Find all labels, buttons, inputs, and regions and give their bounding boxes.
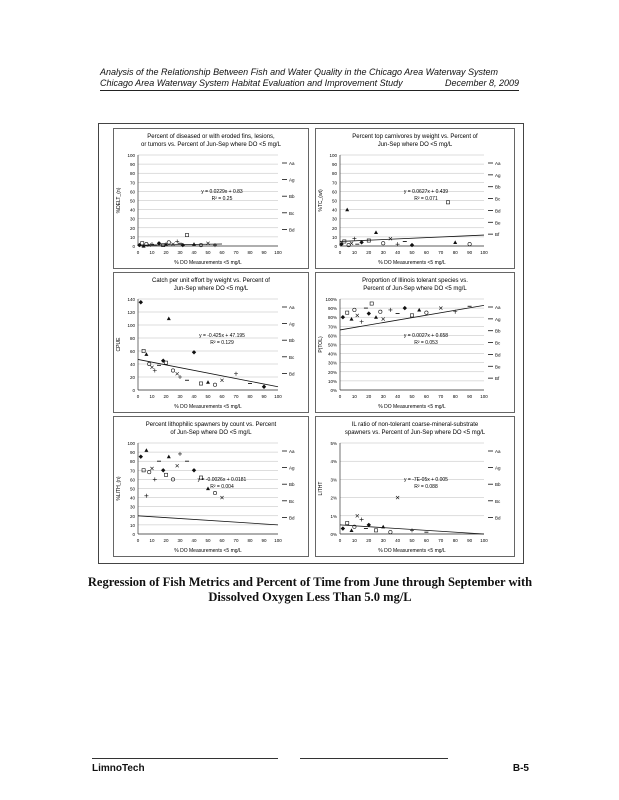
caption-line-2: Dissolved Oxygen Less Than 5.0 mg/L [208, 590, 412, 604]
legend-label: Ag [289, 321, 295, 327]
data-point [185, 233, 188, 236]
y-axis-label: LITHT [318, 481, 324, 496]
legend-label: Aa [289, 305, 295, 310]
legend-label: Bf [495, 376, 500, 382]
y-tick-label: 80 [129, 171, 135, 177]
y-tick-label: 3% [330, 477, 337, 483]
chart-title: Percent top carnivores by weight vs. Percent of [352, 134, 478, 140]
x-tick-label: 40 [395, 250, 401, 255]
data-point [446, 201, 449, 204]
y-tick-label: 50% [327, 342, 337, 348]
y-tick-label: 100% [325, 297, 337, 302]
data-point [192, 468, 196, 472]
data-point [192, 242, 196, 246]
legend-label: Aa [289, 449, 295, 454]
chart-svg [316, 273, 514, 412]
data-point [234, 372, 238, 376]
y-tick-label: 20 [129, 225, 135, 231]
x-axis-label: % DO Measurements <5 mg/L [174, 260, 242, 266]
x-tick-label: 90 [261, 394, 267, 399]
x-tick-label: 50 [205, 250, 211, 255]
data-point [360, 320, 364, 324]
data-point [148, 470, 151, 473]
footer-company: LimnoTech [92, 763, 145, 774]
data-point [171, 369, 174, 372]
data-point [410, 243, 414, 247]
x-tick-label: 30 [177, 394, 183, 399]
legend-label: Bd [495, 515, 501, 521]
caption-line-1: Regression of Fish Metrics and Percent of Time from June through September with [87, 575, 533, 589]
y-tick-label: 70 [129, 180, 135, 186]
x-tick-label: 60 [219, 538, 225, 543]
x-tick-label: 80 [452, 538, 458, 543]
document-header-subtitle: Chicago Area Waterway System Habitat Evaluation and Improvement Study [100, 78, 403, 88]
legend-label: Bb [495, 328, 501, 334]
chart-title: of Jun-Sep where DO <5 mg/L [170, 430, 252, 436]
footer-rule-right [300, 758, 448, 759]
x-axis-label: % DO Measurements <5 mg/L [174, 548, 242, 554]
data-point [153, 369, 157, 373]
x-tick-label: 50 [409, 250, 415, 255]
legend-label: Aa [495, 305, 501, 310]
data-point [350, 242, 353, 245]
data-point [352, 237, 356, 241]
trendline-r2: R² = 0.25 [211, 196, 233, 203]
y-tick-label: 30 [129, 216, 135, 222]
x-tick-label: 100 [274, 250, 282, 255]
x-tick-label: 30 [177, 250, 183, 255]
x-tick-label: 90 [467, 538, 473, 543]
chart-cpue [113, 272, 309, 413]
legend-label: Ag [495, 465, 501, 471]
x-tick-label: 60 [423, 250, 429, 255]
x-tick-label: 20 [366, 394, 372, 399]
legend-label: Bc [289, 354, 295, 360]
data-point [167, 241, 170, 244]
trendline-equation: y = 0.0027x + 0.658 [403, 333, 449, 340]
y-tick-label: 60 [331, 189, 337, 195]
legend-label: Aa [289, 161, 295, 166]
x-axis-label: % DO Measurements <5 mg/L [378, 404, 446, 410]
legend-label: Bc [495, 340, 501, 346]
chart-title: Percent of diseased or with eroded fins, lesions, [147, 134, 275, 140]
y-tick-label: 60 [129, 189, 135, 195]
x-tick-label: 10 [351, 250, 357, 255]
data-point [150, 467, 153, 470]
legend-label: Ag [495, 172, 501, 178]
y-axis-label: %TC_(wt) [318, 189, 324, 212]
x-tick-label: 10 [149, 250, 155, 255]
legend-label: Bd [289, 227, 295, 233]
x-tick-label: 70 [233, 394, 239, 399]
y-tick-label: 140 [127, 297, 135, 302]
data-point [350, 528, 354, 532]
y-tick-label: 4% [330, 459, 337, 465]
chart-tolerant-species [315, 272, 515, 413]
data-point [341, 526, 345, 530]
trend-line [138, 516, 278, 525]
x-tick-label: 0 [338, 250, 342, 255]
footer-rule-left [92, 758, 278, 759]
y-tick-label: 0% [330, 532, 337, 537]
legend-label: Bd [495, 352, 501, 358]
y-tick-label: 0 [132, 244, 135, 249]
data-point [206, 380, 210, 384]
header-rule [100, 90, 519, 91]
data-point [178, 375, 182, 379]
x-tick-label: 20 [163, 538, 169, 543]
data-point [141, 242, 144, 245]
data-point [176, 464, 179, 467]
x-tick-label: 0 [136, 394, 140, 399]
y-tick-label: 10 [331, 234, 337, 240]
x-tick-label: 90 [467, 250, 473, 255]
y-tick-label: 50 [129, 486, 135, 492]
chart-delt [113, 128, 309, 269]
y-tick-label: 40 [331, 207, 337, 213]
x-tick-label: 90 [467, 394, 473, 399]
data-point [341, 315, 345, 319]
x-tick-label: 80 [247, 538, 253, 543]
y-tick-label: 70% [327, 324, 337, 330]
document-header-title: Analysis of the Relationship Between Fish and Water Quality in the Chicago Area Waterway System [100, 67, 499, 77]
trendline-equation: y = 0.0229x + 0.83 [201, 189, 243, 196]
legend-label: Bc [495, 498, 501, 504]
data-point [161, 359, 165, 363]
x-tick-label: 50 [205, 394, 211, 399]
x-tick-label: 90 [261, 250, 267, 255]
x-tick-label: 70 [233, 538, 239, 543]
x-tick-label: 100 [480, 394, 488, 399]
x-tick-label: 0 [136, 538, 140, 543]
chart-svg [316, 417, 514, 556]
y-tick-label: 90 [129, 162, 135, 168]
legend-label: Bc [289, 498, 295, 504]
x-tick-label: 100 [480, 250, 488, 255]
legend-label: Bb [289, 338, 295, 344]
data-point [220, 379, 223, 382]
y-tick-label: 1% [330, 513, 337, 519]
y-tick-label: 20 [331, 225, 337, 231]
y-tick-label: 30% [327, 360, 337, 366]
data-point [417, 308, 421, 312]
x-tick-label: 80 [452, 394, 458, 399]
data-point [262, 385, 266, 389]
x-tick-label: 10 [149, 538, 155, 543]
data-point [367, 311, 371, 315]
x-tick-label: 30 [380, 538, 386, 543]
data-point [468, 242, 471, 245]
data-point [374, 230, 378, 234]
legend-label: Ag [495, 316, 501, 322]
y-tick-label: 2% [330, 495, 337, 501]
data-point [346, 521, 349, 524]
data-point [356, 314, 359, 317]
trendline-equation: y = -7E-05x + 0.005 [404, 477, 448, 484]
legend-label: Bd [289, 515, 295, 521]
legend-label: Ag [289, 177, 295, 183]
data-point [370, 302, 373, 305]
x-axis-label: % DO Measurements <5 mg/L [378, 548, 446, 554]
y-tick-label: 120 [127, 310, 135, 315]
data-point [382, 317, 385, 320]
x-tick-label: 40 [395, 538, 401, 543]
data-point [381, 525, 385, 529]
y-tick-label: 90 [129, 450, 135, 456]
x-tick-label: 100 [274, 538, 282, 543]
chart-lithophilic-spawners [113, 416, 309, 557]
data-point [176, 372, 179, 375]
chart-title: Percent lithophilic spawners by count vs. Percent [145, 422, 277, 428]
x-tick-label: 60 [219, 394, 225, 399]
chart-top-carnivores [315, 128, 515, 269]
data-point [167, 317, 171, 321]
y-tick-label: 80 [331, 171, 337, 177]
y-tick-label: 100 [127, 153, 135, 158]
legend-label: Be [495, 220, 501, 226]
x-tick-label: 60 [423, 394, 429, 399]
chart-title: Percent of Jun-Sep where DO <5 mg/L [363, 286, 467, 292]
chart-svg [114, 273, 308, 412]
data-point [150, 366, 153, 369]
y-tick-label: 40 [129, 362, 135, 367]
data-point [150, 242, 154, 246]
data-point [161, 468, 165, 472]
y-tick-label: 40 [129, 207, 135, 213]
legend-label: Bc [495, 196, 501, 202]
data-point [374, 529, 377, 532]
y-tick-label: 60 [129, 477, 135, 483]
chart-svg [114, 417, 308, 556]
data-point [425, 311, 428, 314]
y-tick-label: 50 [129, 198, 135, 204]
x-tick-label: 30 [380, 394, 386, 399]
y-tick-label: 70 [129, 468, 135, 474]
data-point [139, 454, 143, 458]
y-tick-label: 0 [132, 532, 135, 537]
legend-label: Bc [289, 210, 295, 216]
trendline-equation: y = -0.425x + 47.195 [199, 333, 245, 340]
figure-caption [80, 575, 540, 605]
x-tick-label: 40 [191, 394, 197, 399]
x-tick-label: 10 [149, 394, 155, 399]
x-axis-label: % DO Measurements <5 mg/L [378, 260, 446, 266]
data-point [389, 530, 392, 533]
y-tick-label: 100 [127, 323, 135, 328]
x-tick-label: 30 [177, 538, 183, 543]
y-tick-label: 60 [129, 349, 135, 354]
x-tick-label: 90 [261, 538, 267, 543]
data-point [382, 242, 385, 245]
trendline-r2: R² = 0.004 [210, 484, 234, 491]
data-point [403, 306, 407, 310]
y-tick-label: 10 [129, 234, 135, 240]
legend-label: Bb [289, 194, 295, 200]
y-tick-label: 100 [329, 153, 337, 158]
legend-label: Bf [495, 232, 500, 238]
data-point [379, 310, 382, 313]
document-header-date: December 8, 2009 [444, 78, 519, 88]
y-tick-label: 20 [129, 375, 135, 380]
x-tick-label: 10 [351, 538, 357, 543]
x-tick-label: 30 [380, 250, 386, 255]
x-tick-label: 80 [247, 394, 253, 399]
data-point [144, 494, 148, 498]
legend-label: Ag [289, 465, 295, 471]
trendline-r2: R² = 0.129 [210, 340, 234, 347]
data-point [213, 491, 216, 494]
y-tick-label: 80 [129, 459, 135, 465]
y-axis-label: CPUE [116, 337, 122, 352]
trendline-equation: y = 0.0627x + 0.439 [403, 189, 449, 196]
legend-label: Bb [495, 482, 501, 488]
y-axis-label: P(TOL) [318, 336, 324, 353]
footer-page-number: B-5 [512, 763, 529, 774]
chart-title: spawners vs. Percent of Jun-Sep where DO <5 mg/L [344, 430, 486, 436]
legend-label: Bb [495, 184, 501, 190]
legend-label: Bd [495, 208, 501, 214]
chart-svg [114, 129, 308, 268]
x-tick-label: 40 [395, 394, 401, 399]
x-tick-label: 70 [438, 250, 444, 255]
data-point [360, 517, 364, 521]
x-tick-label: 0 [338, 538, 342, 543]
x-tick-label: 0 [338, 394, 342, 399]
data-point [178, 452, 182, 456]
data-point [350, 317, 354, 321]
x-tick-label: 60 [219, 250, 225, 255]
chart-title: or tumors vs. Percent of Jun-Sep where DO <5 mg/L [141, 142, 281, 148]
y-tick-label: 0 [132, 388, 135, 393]
y-tick-label: 100 [127, 441, 135, 446]
y-tick-label: 90% [327, 306, 337, 312]
legend-label: Aa [495, 449, 501, 454]
x-tick-label: 10 [351, 394, 357, 399]
data-point [144, 448, 148, 452]
data-point [388, 308, 392, 312]
x-axis-label: % DO Measurements <5 mg/L [174, 404, 242, 410]
y-axis-label: %DELT_(n) [116, 187, 122, 214]
x-tick-label: 100 [480, 538, 488, 543]
trendline-equation: y = -0.0026x + 0.0181 [197, 477, 247, 484]
x-tick-label: 70 [233, 250, 239, 255]
x-tick-label: 70 [438, 394, 444, 399]
chart-title: Proportion of Illinois tolerant species vs. [362, 278, 468, 284]
data-point [353, 308, 356, 311]
x-tick-label: 20 [163, 250, 169, 255]
y-tick-label: 20 [129, 513, 135, 519]
x-tick-label: 20 [366, 250, 372, 255]
y-tick-label: 20% [327, 369, 337, 375]
legend-label: Aa [495, 161, 501, 166]
y-tick-label: 30 [331, 216, 337, 222]
data-point [139, 300, 143, 304]
x-tick-label: 60 [423, 538, 429, 543]
x-tick-label: 0 [136, 250, 140, 255]
y-tick-label: 40 [129, 495, 135, 501]
data-point [410, 528, 414, 532]
y-tick-label: 0% [330, 388, 337, 393]
trendline-r2: R² = 0.071 [414, 196, 438, 203]
legend-label: Bb [289, 482, 295, 488]
data-point [213, 383, 216, 386]
y-tick-label: 50 [331, 198, 337, 204]
legend-label: Bd [289, 371, 295, 377]
y-axis-label: %LITH_(n) [116, 476, 122, 501]
trendline-r2: R² = 0.053 [414, 340, 438, 347]
data-point [346, 311, 349, 314]
chart-title: Jun-Sep where DO <5 mg/L [377, 142, 453, 148]
x-tick-label: 50 [205, 538, 211, 543]
y-tick-label: 80% [327, 315, 337, 321]
x-tick-label: 80 [452, 250, 458, 255]
y-tick-label: 40% [327, 351, 337, 357]
data-point [199, 382, 202, 385]
trendline-r2: R² = 0.088 [414, 484, 438, 491]
x-tick-label: 20 [163, 394, 169, 399]
y-tick-label: 10 [129, 522, 135, 528]
y-tick-label: 80 [129, 336, 135, 341]
y-tick-label: 90 [331, 162, 337, 168]
chart-title: IL ratio of non-tolerant coarse-mineral-substrate [351, 422, 479, 428]
x-tick-label: 50 [409, 538, 415, 543]
data-point [171, 243, 174, 246]
y-tick-label: 10% [327, 378, 337, 384]
legend-label: Be [495, 364, 501, 370]
x-tick-label: 100 [274, 394, 282, 399]
chart-title: Catch per unit effort by weight vs. Percent of [152, 278, 270, 284]
chart-litht-ratio [315, 416, 515, 557]
chart-svg [316, 129, 514, 268]
y-tick-label: 30 [129, 504, 135, 510]
data-point [167, 455, 171, 459]
data-point [164, 473, 167, 476]
y-tick-label: 60% [327, 333, 337, 339]
x-tick-label: 40 [191, 250, 197, 255]
x-tick-label: 50 [409, 394, 415, 399]
data-point [453, 240, 457, 244]
data-point [389, 237, 392, 240]
x-tick-label: 70 [438, 538, 444, 543]
chart-title: Jun-Sep where DO <5 mg/L [173, 286, 249, 292]
data-point [153, 477, 157, 481]
y-tick-label: 5% [330, 441, 337, 446]
y-tick-label: 70 [331, 180, 337, 186]
y-tick-label: 0 [334, 244, 337, 249]
x-tick-label: 40 [191, 538, 197, 543]
data-point [410, 314, 413, 317]
figure-frame [98, 123, 524, 564]
x-tick-label: 80 [247, 250, 253, 255]
x-tick-label: 20 [366, 538, 372, 543]
data-point [396, 242, 400, 246]
